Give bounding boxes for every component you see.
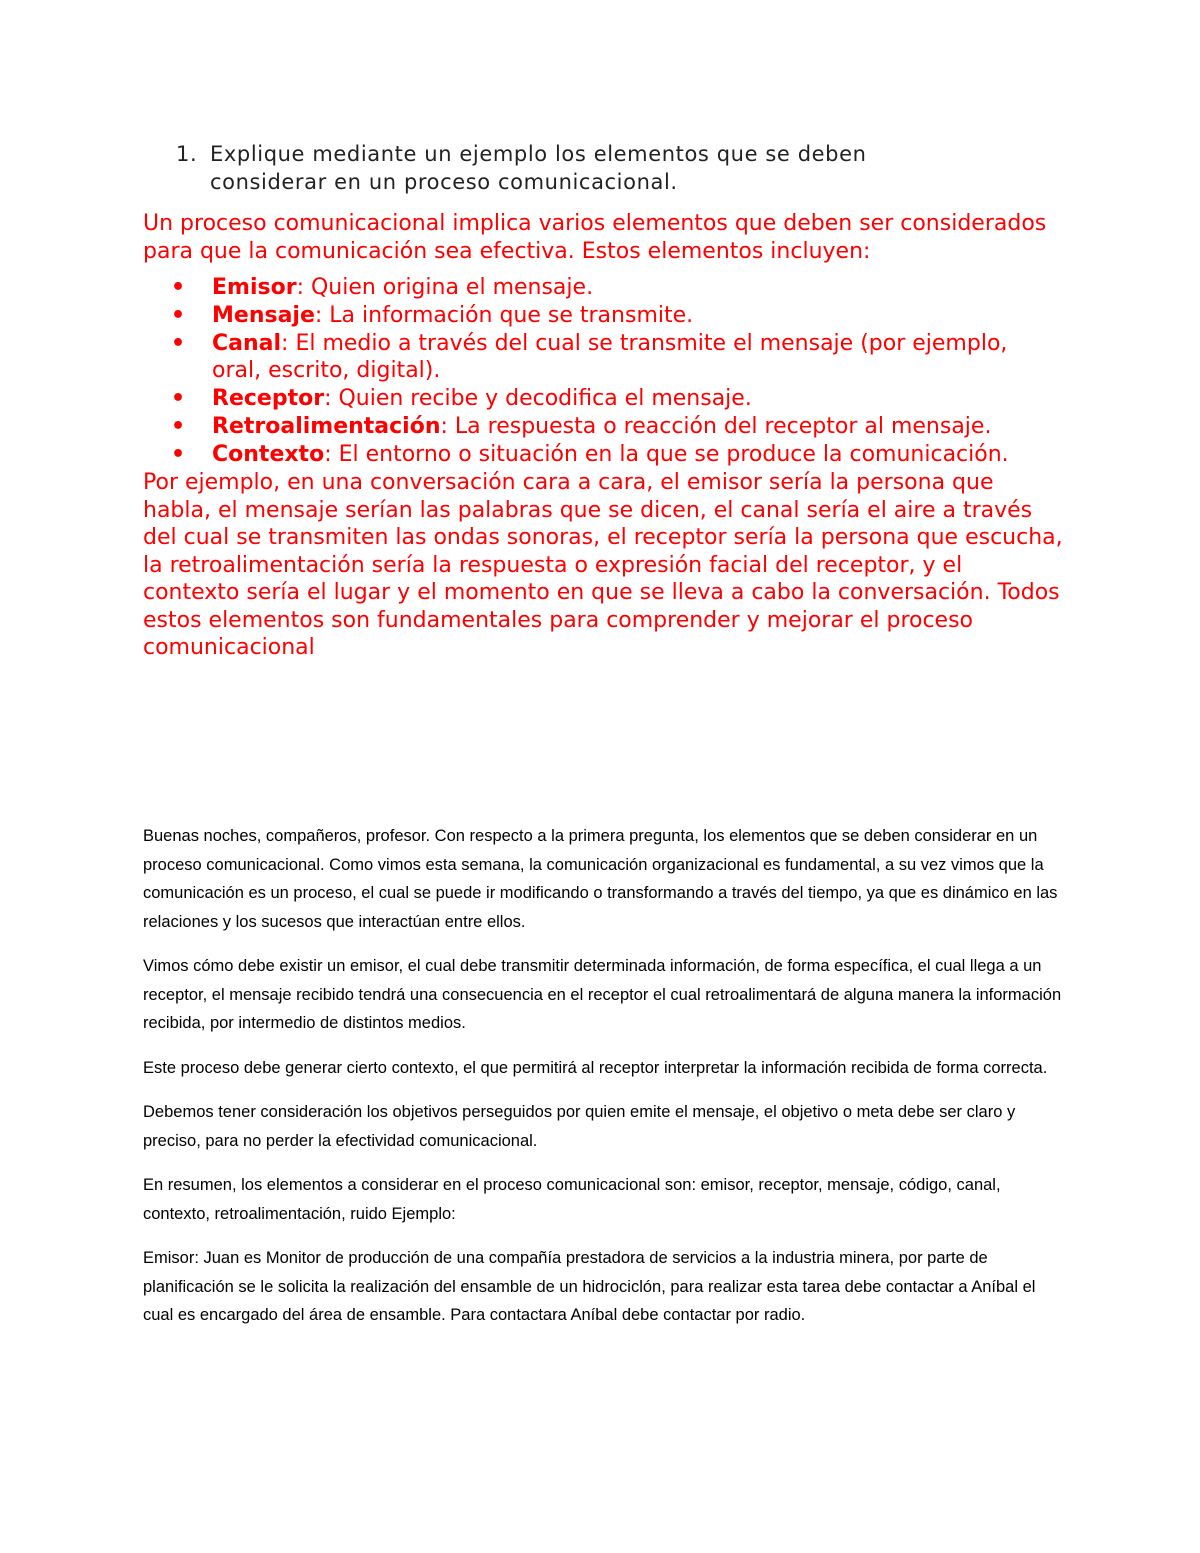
element-term: Emisor <box>212 275 297 300</box>
forum-response <box>143 822 1063 1346</box>
list-item-receptor <box>143 385 1063 412</box>
list-item-retroalimentacion <box>143 413 1063 440</box>
bullet-icon: • <box>171 414 186 439</box>
list-item-contexto <box>143 441 1063 468</box>
bullet-icon: • <box>171 275 186 300</box>
element-desc: : Quien recibe y decodifica el mensaje. <box>324 386 752 411</box>
question-text <box>210 140 976 196</box>
answer-example: Por ejemplo, en una conversación cara a cara, el emisor sería la persona que habla, el mensaje serían las palabras que se dicen, el canal sería el aire a través del cual se transmiten las ondas sonoras, el receptor sería la persona que escucha, la retroalimentación sería la respuesta o expresión facial del receptor, y el contexto sería el lugar y el momento en que se lleva a cabo la conversación. Todos estos elementos son fundamentales para comprender y mejorar el proceso comunicacional <box>143 470 1063 660</box>
bullet-icon: • <box>171 386 186 411</box>
question-line-2: considerar en un proceso comunicacional. <box>210 170 678 194</box>
element-term: Retroalimentación <box>212 414 441 439</box>
element-term: Receptor <box>212 386 325 411</box>
paragraph: Vimos cómo debe existir un emisor, el cual debe transmitir determinada información, de forma específica, el cual llega a un receptor, el mensaje recibido tendrá una consecuencia en el receptor el cual retroalimentará de alguna manera la información recibida, por intermedio de distintos medios. <box>143 957 1062 1032</box>
list-item-emisor <box>143 274 1063 301</box>
element-desc: : El medio a través del cual se transmite el mensaje (por ejemplo, oral, escrito, digital). <box>212 331 1008 383</box>
list-item-mensaje <box>143 302 1063 329</box>
bullet-icon: • <box>171 303 186 328</box>
element-term: Canal <box>212 331 282 356</box>
question-line-1: Explique mediante un ejemplo los elementos que se deben <box>210 142 867 166</box>
element-term: Mensaje <box>212 303 315 328</box>
paragraph: Debemos tener consideración los objetivos perseguidos por quien emite el mensaje, el objetivo o meta debe ser claro y preciso, para no perder la efectividad comunicacional. <box>143 1103 1016 1150</box>
elements-list <box>143 274 1063 468</box>
question-number: 1. <box>176 142 198 166</box>
question-item <box>176 140 976 196</box>
element-desc: : La respuesta o reacción del receptor al mensaje. <box>440 414 992 439</box>
element-desc: : Quien origina el mensaje. <box>296 275 594 300</box>
answer-section <box>143 210 1063 662</box>
bullet-icon: • <box>171 442 186 467</box>
element-desc: : La información que se transmite. <box>314 303 694 328</box>
paragraph: Emisor: Juan es Monitor de producción de una compañía prestadora de servicios a la industria minera, por parte de planificación se le solicita la realización del ensamble de un hidrociclón, para realizar esta tarea debe contactar a Aníbal el cual es encargado del área de ensamble. Para contactara Aníbal debe contactar por radio. <box>143 1249 1036 1324</box>
paragraph: Este proceso debe generar cierto contexto, el que permitirá al receptor interpretar la información recibida de forma correcta. <box>143 1058 1048 1077</box>
bullet-icon: • <box>171 331 186 356</box>
list-item-canal <box>143 330 1063 384</box>
element-desc: : El entorno o situación en la que se produce la comunicación. <box>324 442 1009 467</box>
element-term: Contexto <box>212 442 325 467</box>
paragraph: Buenas noches, compañeros, profesor. Con respecto a la primera pregunta, los elementos que se deben considerar en un proceso comunicacional. Como vimos esta semana, la comunicación organizacional es fundamental, a su vez vimos que la comunicación es un proceso, el cual se puede ir modificando o transformando a través del tiempo, ya que es dinámico en las relaciones y los sucesos que interactúan entre ellos. <box>143 827 1058 931</box>
paragraph: En resumen, los elementos a considerar en el proceso comunicacional son: emisor, receptor, mensaje, código, canal, contexto, retroalimentación, ruido Ejemplo: <box>143 1176 1001 1223</box>
answer-intro: Un proceso comunicacional implica varios elementos que deben ser considerados para que la comunicación sea efectiva. Estos elementos incluyen: <box>143 211 1047 264</box>
